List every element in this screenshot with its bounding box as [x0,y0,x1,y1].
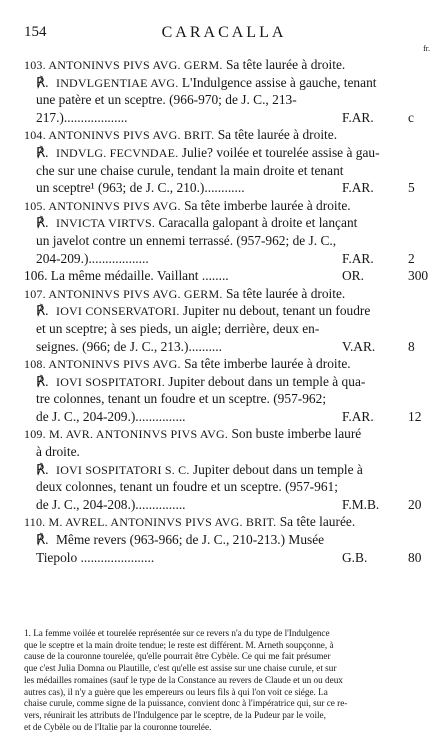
catalogue-line [24,338,414,356]
metal-grade: F.M.B. [342,496,380,512]
catalogue-line [24,56,414,74]
metal-grade: F.AR. [342,109,374,125]
description-text: une patère et un sceptre. (966-970; de J. C., 213- [36,92,297,108]
description-text: Jupiter nu debout, tenant un foudre [179,303,371,319]
description-text: Julie? voilée et tourelée assise à gau- [178,144,380,160]
column-header: fr. [423,44,430,53]
price: 12 [408,408,422,424]
price: 300 [408,268,429,284]
description-text: un javelot contre un ennemi terrassé. (957-962; de J. C., [36,232,337,248]
description-text: Son buste imberbe lauré [228,426,362,442]
catalogue-line [24,267,429,285]
description-text: de J. C., 204-209.)............... [36,408,186,424]
catalogue-line [24,302,414,320]
price: 2 [408,250,415,266]
description-text: L'Indulgence assise à gauche, tenant [178,74,377,90]
catalogue-line [24,408,422,426]
catalogue-line [24,285,414,303]
description-text: Sa tête laurée à droite. [214,127,338,143]
reverse-symbol: ℟. [36,461,49,477]
description-text: 204-209.).................. [36,250,149,266]
catalogue-line [24,162,414,180]
catalogue-line [24,549,422,567]
catalogue-line [24,390,414,408]
legend-text: 110. M. AVREL. ANTONINVS PIVS AVG. BRIT. [24,515,277,530]
description-text: Caracalla galopant à droite et lançant [155,215,358,231]
price: c [408,109,414,125]
description-text: de J. C., 204-208.)............... [36,496,186,512]
legend-text: 104. ANTONINVS PIVS AVG. BRIT. [24,128,215,143]
catalogue-line [24,373,414,391]
legend-text: IOVI SOSPITATORI S. C. [56,462,190,477]
footnote [24,628,424,733]
legend-text: INDVLGENTIAE AVG. [56,75,179,90]
catalogue-line [24,214,414,232]
metal-grade: F.AR. [342,408,374,424]
catalogue-line [24,320,414,338]
description-text: un sceptre¹ (963; de J. C., 210.)............ [36,180,245,196]
description-text: et un sceptre; à ses pieds, un aigle; derrière, deux en- [36,320,320,336]
catalogue-line [24,197,414,215]
legend-text: 105. ANTONINVS PIVS AVG. [24,198,181,213]
footnote-line: que le sceptre et la main droite tendue; le reste est différent. M. Arneth soupçonne, à [24,639,334,650]
legend-text: 107. ANTONINVS PIVS AVG. GERM. [24,286,223,301]
metal-grade: F.AR. [342,180,374,196]
catalogue-line [24,250,414,268]
catalogue-line [24,232,414,250]
footnote-line: que c'est Julia Domna ou Plautille, c'est qu'elle est assise sur une chaise curule, et sur [24,663,337,674]
reverse-symbol: ℟. [36,532,49,548]
footnote-line: autres cas), il n'y a guère que les empereurs ou leurs fils à qui l'on voit ce siége. La [24,686,328,697]
reverse-symbol: ℟. [36,74,49,90]
price: 8 [408,338,415,354]
legend-text: INDVLG. FECVNDAE. [56,145,179,160]
reverse-symbol: ℟. [36,215,49,231]
catalogue-line [24,513,414,531]
catalogue-line [24,531,414,549]
description-text: Sa tête imberbe laurée à droite. [180,356,351,372]
reverse-symbol: ℟. [36,144,49,160]
page-header [24,24,430,53]
metal-grade: V.AR. [342,338,376,354]
reverse-symbol: ℟. [36,303,49,319]
metal-grade: F.AR. [342,250,374,266]
legend-text: 103. ANTONINVS PIVS AVG. GERM. [24,58,223,72]
catalogue-line [24,478,414,496]
description-text: seignes. (966; de J. C., 213.).......... [36,338,222,354]
catalogue-entries [24,56,429,566]
catalogue-line [24,443,414,461]
description-text: à droite. [36,444,80,460]
catalogue-line [24,74,414,92]
catalogue-line [24,91,414,109]
price: 80 [408,549,422,565]
catalogue-line [24,461,414,479]
metal-grade: G.B. [342,549,368,565]
legend-text: INVICTA VIRTVS. [56,216,156,231]
catalogue-line [24,425,414,443]
catalogue-line [24,496,422,514]
legend-text: IOVI SOSPITATORI. [56,374,165,389]
description-text: che sur une chaise curule, tendant la main droite et tenant [36,162,344,178]
reverse-symbol: ℟. [36,373,49,389]
page-number: 154 [24,24,47,40]
description-text: deux colonnes, tenant un foudre et un sceptre. (957-961; [36,479,338,495]
description-text: Même revers (963-966; de J. C., 210-213.) Musée [56,532,325,548]
footnote-line: chaise curule, comme signe de la puissance, convient donc à l'impératrice qui, sur ce re- [24,698,348,709]
catalogue-line [24,126,414,144]
description-text: tre colonnes, tenant un foudre et un sceptre. (957-962; [36,391,327,407]
description-text: Jupiter debout dans un temple à [189,461,363,477]
price: 5 [408,180,415,196]
footnote-line: les médailles romaines (sauf le type de la Constance au revers de Claude et un ou deux [24,674,343,685]
catalogue-line [24,179,414,197]
description-text: 106. La même médaille. Vaillant ........ [24,268,229,284]
running-title: CARACALLA [161,24,287,41]
legend-text: 108. ANTONINVS PIVS AVG. [24,357,181,372]
description-text: Sa tête laurée à droite. [222,285,346,301]
description-text: Sa tête imberbe laurée à droite. [180,197,351,213]
description-text: Sa tête laurée. [276,514,356,530]
footnote-line: cause de la couronne tourelée, qu'elle pourrait être Cybèle. Ce qui me fait présumer [24,651,331,662]
legend-text: IOVI CONSERVATORI. [56,304,180,319]
catalogue-line [24,355,414,373]
footnote-line: vers, réunirait les attributs de l'Indulgence par le sceptre, de la Pudeur par le voile, [24,709,326,720]
catalogue-line [24,109,414,127]
description-text: 217.)................... [36,109,128,125]
description-text: Tiepolo ...................... [36,549,155,565]
catalogue-line [24,144,414,162]
metal-grade: OR. [342,268,364,284]
footnote-line: 1. La femme voilée et tourelée représentée sur ce revers n'a du type de l'Indulgence [24,628,330,638]
price: 20 [408,496,422,512]
footnote-line: et de Cybèle ou de l'Italie par la couronne tourelée. [24,721,212,732]
description-text: Jupiter debout dans un temple à qua- [164,373,366,389]
legend-text: 109. M. AVR. ANTONINVS PIVS AVG. [24,427,229,442]
description-text: Sa tête laurée à droite. [222,57,346,72]
